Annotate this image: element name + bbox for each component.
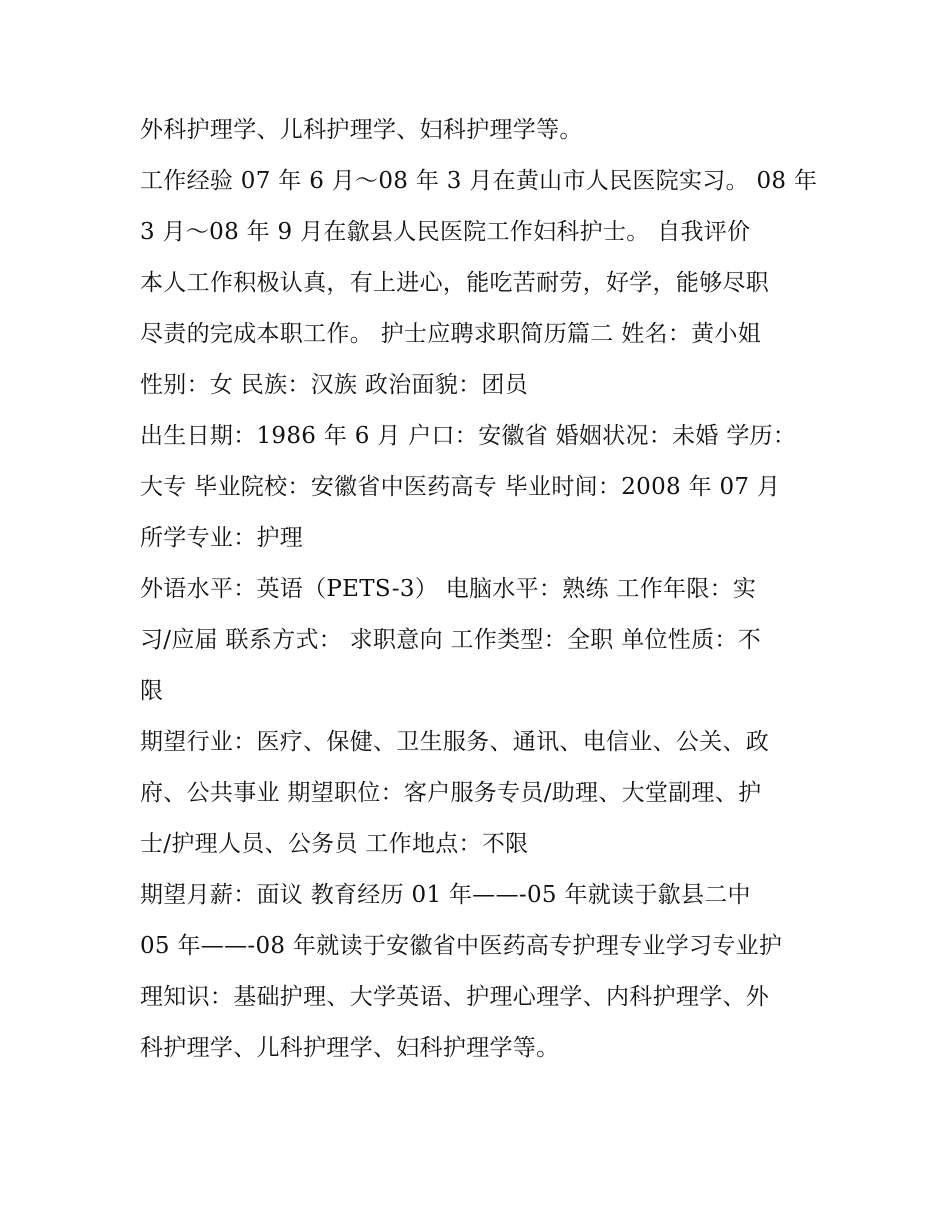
text-line: 本人工作积极认真，有上进心，能吃苦耐劳，好学，能够尽职 xyxy=(140,270,770,296)
text-line: 3 月～08 年 9 月在歙县人民医院工作妇科护士。 自我评价 xyxy=(140,219,751,245)
document-body xyxy=(140,105,830,1074)
text-line: 尽责的完成本职工作。 护士应聘求职简历篇二 姓名：黄小姐 xyxy=(140,321,762,347)
text-line: 出生日期：1986 年 6 月 户口：安徽省 婚姻状况：未婚 学历： xyxy=(140,423,797,449)
text-line: 工作经验 07 年 6 月～08 年 3 月在黄山市人民医院实习。 08 年 xyxy=(140,168,818,194)
text-line: 府、公共事业 期望职位：客户服务专员/助理、大堂副理、护 xyxy=(140,780,762,806)
text-line: 外科护理学、儿科护理学、妇科护理学等。 xyxy=(140,117,583,143)
text-line: 期望行业：医疗、保健、卫生服务、通讯、电信业、公关、政 xyxy=(140,729,770,755)
text-line: 所学专业：护理 xyxy=(140,525,304,551)
text-line: 外语水平：英语（PETS-3） 电脑水平：熟练 工作年限：实 xyxy=(140,576,757,602)
text-line: 05 年——-08 年就读于安徽省中医药高专护理专业学习专业护 xyxy=(140,933,783,959)
text-line: 限 xyxy=(140,678,164,704)
text-line: 期望月薪：面议 教育经历 01 年——-05 年就读于歙县二中 xyxy=(140,882,751,908)
text-line: 理知识：基础护理、大学英语、护理心理学、内科护理学、外 xyxy=(140,984,770,1010)
text-line: 士/护理人员、公务员 工作地点：不限 xyxy=(140,831,529,857)
text-line: 科护理学、儿科护理学、妇科护理学等。 xyxy=(140,1035,560,1061)
text-line: 大专 毕业院校：安徽省中医药高专 毕业时间：2008 年 07 月 xyxy=(140,474,781,500)
text-line: 性别：女 民族：汉族 政治面貌：团员 xyxy=(140,372,529,398)
text-line: 习/应届 联系方式： 求职意向 工作类型：全职 单位性质：不 xyxy=(140,627,761,653)
